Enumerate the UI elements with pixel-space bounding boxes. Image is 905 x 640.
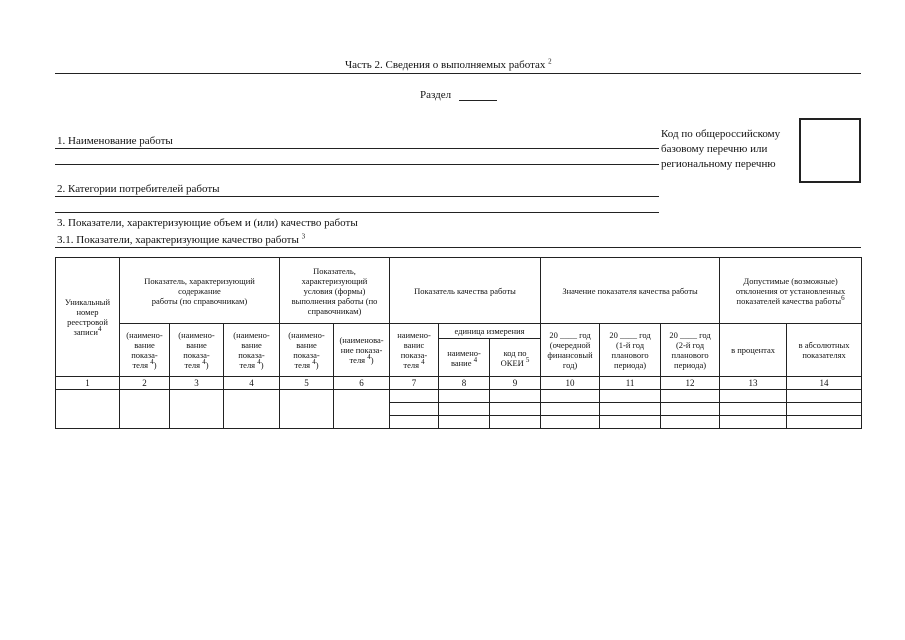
col-number: 5 bbox=[280, 377, 334, 390]
col-number: 4 bbox=[224, 377, 280, 390]
data-cell[interactable] bbox=[600, 416, 661, 429]
col-number: 1 bbox=[56, 377, 120, 390]
sub-line: показа- bbox=[238, 350, 265, 360]
paren: ) bbox=[315, 360, 319, 370]
sub-text: теля bbox=[349, 355, 366, 365]
data-cell[interactable] bbox=[661, 390, 720, 403]
header-cond-line: условия (формы) bbox=[303, 285, 366, 296]
sub-line: (наимено- bbox=[288, 330, 325, 340]
paren: ) bbox=[370, 355, 374, 365]
paren: ) bbox=[153, 360, 157, 370]
sub-line: показа- bbox=[131, 350, 158, 360]
section-label: Раздел bbox=[420, 89, 452, 101]
sub-line: ние показа- bbox=[340, 345, 383, 355]
year-suffix: год bbox=[699, 330, 711, 340]
sub-line bbox=[121, 360, 168, 370]
subheader-name-a bbox=[120, 324, 170, 377]
unit-heading: единица измерения bbox=[439, 324, 540, 339]
data-cell[interactable] bbox=[661, 416, 720, 429]
quality-indicators-table bbox=[55, 257, 862, 429]
sub-line: наимено- bbox=[397, 330, 431, 340]
sub-line: финансовый bbox=[547, 350, 593, 360]
sub-line: ванис bbox=[403, 340, 425, 350]
part-title-text: Часть 2. Сведения о выполняемых работах bbox=[345, 59, 546, 71]
sub-line bbox=[171, 360, 222, 370]
col-number: 12 bbox=[661, 377, 720, 390]
header-allowed-deviation bbox=[720, 258, 862, 324]
data-cell[interactable] bbox=[390, 416, 439, 429]
sub-line: (2-й год bbox=[675, 340, 705, 350]
footnote: 4 bbox=[367, 353, 371, 362]
header-cond-line: характеризующий bbox=[301, 275, 368, 286]
year-prefix: 20 bbox=[669, 330, 678, 340]
data-cell[interactable] bbox=[720, 390, 787, 403]
sub-line: (1-й год bbox=[615, 340, 645, 350]
header-unique-line bbox=[57, 327, 118, 337]
header-content-line: Показатель, характеризующий bbox=[144, 275, 255, 286]
sub-text: наимено- bbox=[447, 347, 481, 358]
section-number-blank[interactable] bbox=[459, 100, 497, 101]
quality-indicators-label bbox=[57, 234, 305, 247]
subheader-name-c bbox=[224, 324, 280, 377]
footnote: 6 bbox=[841, 293, 845, 302]
header-quality-indicator: Показатель качества работы bbox=[390, 258, 541, 324]
sub-line: планового bbox=[611, 350, 649, 360]
part-title bbox=[345, 59, 552, 72]
sub-line bbox=[335, 355, 388, 365]
data-cell[interactable] bbox=[490, 403, 541, 416]
data-cell[interactable] bbox=[600, 390, 661, 403]
work-name-line-2[interactable] bbox=[55, 164, 659, 165]
data-cell[interactable] bbox=[439, 403, 490, 416]
year-suffix: год bbox=[579, 330, 591, 340]
work-name-line-1[interactable] bbox=[55, 148, 659, 149]
subheader-year-1 bbox=[541, 324, 600, 377]
sub-text: ОКЕИ bbox=[500, 357, 524, 368]
code-label-line-1: Код по общероссийскому bbox=[661, 128, 781, 140]
sub-line: периода) bbox=[614, 360, 647, 370]
data-cell[interactable] bbox=[541, 403, 600, 416]
header-dev-text: показателей качества работы bbox=[736, 295, 842, 306]
subheader-unit bbox=[439, 324, 541, 377]
subheader-year-2 bbox=[600, 324, 661, 377]
condition-cell[interactable] bbox=[334, 390, 390, 429]
data-cell[interactable] bbox=[787, 390, 862, 403]
subheader-name-e bbox=[334, 324, 390, 377]
paren: ) bbox=[260, 360, 264, 370]
condition-cell[interactable] bbox=[280, 390, 334, 429]
data-cell[interactable] bbox=[787, 416, 862, 429]
header-content-indicator bbox=[120, 258, 280, 324]
consumer-category-label: 2. Категории потребителей работы bbox=[57, 183, 220, 195]
sub-line: вание bbox=[296, 340, 317, 350]
quality-indicators-text: 3.1. Показатели, характеризующие качество работы bbox=[57, 234, 299, 246]
code-label-line-3: региональному перечню bbox=[661, 158, 776, 170]
header-cond-line: выполнения работы (по bbox=[291, 295, 378, 306]
quality-indicators-rule bbox=[55, 247, 861, 248]
footnote: 4 bbox=[202, 358, 206, 367]
subheader-year-3 bbox=[661, 324, 720, 377]
title-rule bbox=[55, 73, 861, 74]
subheader-name-b bbox=[170, 324, 224, 377]
indicators-label: 3. Показатели, характеризующие объем и (или) качество работы bbox=[57, 217, 358, 229]
part-title-footnote: 2 bbox=[548, 57, 552, 66]
col-number: 2 bbox=[120, 377, 170, 390]
unit-subcols bbox=[439, 339, 540, 376]
sub-text: теля bbox=[184, 360, 201, 370]
sub-line: показа- bbox=[183, 350, 210, 360]
footnote: 4 bbox=[257, 358, 261, 367]
sub-line: (наимено- bbox=[233, 330, 270, 340]
data-cell[interactable] bbox=[720, 416, 787, 429]
code-label-line-2: базовому перечню или bbox=[661, 143, 768, 155]
sub-line: год) bbox=[562, 360, 578, 370]
header-dev-line: отклонения от установленных bbox=[735, 285, 846, 296]
sub-text: теля bbox=[239, 360, 256, 370]
header-quality-value: Значение показателя качества работы bbox=[541, 258, 720, 324]
sub-line: в абсолютных bbox=[798, 340, 850, 350]
subheader-quality-name bbox=[390, 324, 439, 377]
footnote: 4 bbox=[473, 355, 478, 364]
consumer-category-line-2[interactable] bbox=[55, 212, 659, 213]
content-cell[interactable] bbox=[120, 390, 170, 429]
sub-text: теля bbox=[403, 360, 420, 370]
sub-line: вание bbox=[186, 340, 207, 350]
sub-line: (наимено- bbox=[126, 330, 163, 340]
header-cond-line: справочникам) bbox=[307, 305, 362, 316]
subheader-dev-absolute bbox=[787, 324, 862, 377]
sub-line bbox=[225, 360, 278, 370]
col-number: 13 bbox=[720, 377, 787, 390]
header-cond-line: Показатель, bbox=[313, 265, 356, 276]
data-cell[interactable] bbox=[390, 403, 439, 416]
paren: ) bbox=[205, 360, 209, 370]
footnote: 4 bbox=[421, 358, 425, 367]
footnote: 5 bbox=[525, 355, 530, 364]
data-cell[interactable] bbox=[439, 390, 490, 403]
sub-line bbox=[490, 355, 540, 368]
sub-line: 20 ____ год bbox=[669, 330, 711, 340]
header-dev-line bbox=[721, 293, 860, 306]
data-cell[interactable] bbox=[600, 403, 661, 416]
col-number: 14 bbox=[787, 377, 862, 390]
header-condition-indicator bbox=[280, 258, 390, 324]
sub-line: показателях bbox=[802, 350, 846, 360]
unit-okei-cell bbox=[490, 339, 540, 376]
sub-line bbox=[281, 360, 332, 370]
unit-name-cell bbox=[439, 339, 490, 376]
sub-line: 20 ____ год bbox=[549, 330, 591, 340]
work-name-label: 1. Наименование работы bbox=[57, 135, 173, 147]
data-cell[interactable] bbox=[787, 403, 862, 416]
col-number: 11 bbox=[600, 377, 661, 390]
sub-line: планового bbox=[671, 350, 709, 360]
sub-line: (очередной bbox=[549, 340, 591, 350]
data-cell[interactable] bbox=[490, 416, 541, 429]
year-prefix: 20 bbox=[609, 330, 618, 340]
footnote: 4 bbox=[150, 358, 154, 367]
col-number: 9 bbox=[490, 377, 541, 390]
subheader-dev-percent: в процентах bbox=[720, 324, 787, 377]
sub-line: вание bbox=[241, 340, 262, 350]
table-row bbox=[56, 390, 862, 403]
sub-line: код по bbox=[503, 347, 527, 358]
registry-code-box[interactable] bbox=[799, 118, 861, 183]
sub-text: теля bbox=[294, 360, 311, 370]
sub-line bbox=[439, 355, 489, 368]
consumer-category-line-1[interactable] bbox=[55, 196, 659, 197]
data-cell[interactable] bbox=[439, 416, 490, 429]
header-content-line: работы (по справочникам) bbox=[151, 295, 248, 306]
sub-line: (наимено- bbox=[178, 330, 215, 340]
sub-line bbox=[391, 360, 437, 370]
header-unique-text: записи bbox=[73, 327, 98, 337]
header-unique-number bbox=[56, 258, 120, 377]
header-unique-line: реестровой bbox=[67, 317, 108, 327]
unique-number-cell[interactable] bbox=[56, 390, 120, 429]
data-cell[interactable] bbox=[720, 403, 787, 416]
header-content-line: содержание bbox=[178, 285, 221, 296]
col-number: 10 bbox=[541, 377, 600, 390]
sub-line: показа- bbox=[400, 350, 428, 360]
sub-line bbox=[439, 348, 489, 358]
sub-line: вание bbox=[134, 340, 155, 350]
year-prefix: 20 bbox=[549, 330, 558, 340]
data-cell[interactable] bbox=[661, 403, 720, 416]
footnote: 4 bbox=[312, 358, 316, 367]
sub-text: теля bbox=[132, 360, 149, 370]
year-suffix: год bbox=[639, 330, 651, 340]
sub-line: 20 ____ год bbox=[609, 330, 651, 340]
col-number: 6 bbox=[334, 377, 390, 390]
footnote: 4 bbox=[97, 325, 102, 334]
sub-line: периода) bbox=[674, 360, 707, 370]
quality-indicators-footnote: 3 bbox=[301, 232, 306, 241]
data-cell[interactable] bbox=[390, 390, 439, 403]
data-cell[interactable] bbox=[490, 390, 541, 403]
sub-line: (наименова- bbox=[339, 335, 384, 345]
sub-line: показа- bbox=[293, 350, 320, 360]
content-cell[interactable] bbox=[224, 390, 280, 429]
header-dev-line: Допустимые (возможные) bbox=[743, 275, 838, 286]
content-cell[interactable] bbox=[170, 390, 224, 429]
data-cell[interactable] bbox=[541, 416, 600, 429]
col-number: 3 bbox=[170, 377, 224, 390]
header-unique-line: номер bbox=[76, 307, 99, 317]
column-number-row bbox=[56, 377, 862, 390]
col-number: 8 bbox=[439, 377, 490, 390]
subheader-name-d bbox=[280, 324, 334, 377]
data-cell[interactable] bbox=[541, 390, 600, 403]
sub-text: вание bbox=[450, 357, 472, 368]
col-number: 7 bbox=[390, 377, 439, 390]
header-unique-line: Уникальный bbox=[64, 297, 111, 307]
